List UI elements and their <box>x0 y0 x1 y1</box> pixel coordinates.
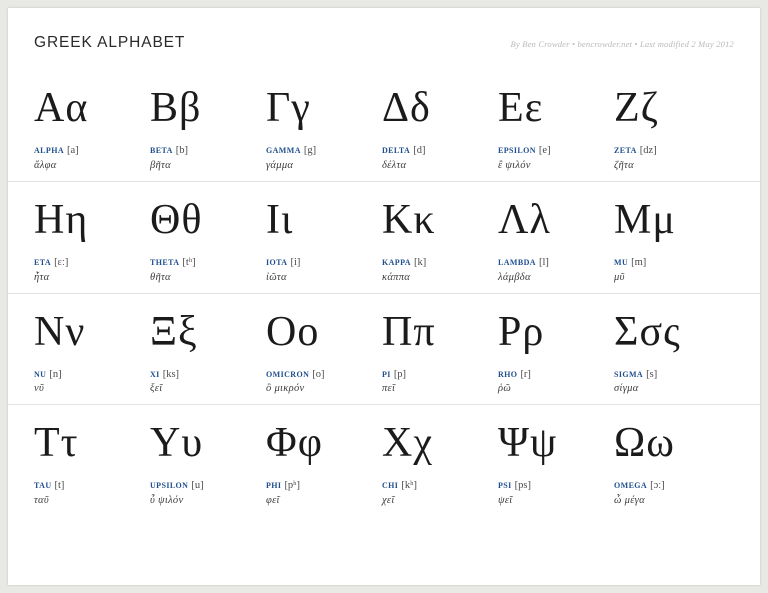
letter-greek-name: λάμβδα <box>498 271 531 283</box>
letter-ipa: [ks] <box>162 368 180 380</box>
letter-name: tau <box>34 479 52 492</box>
letter-glyphs: Αα <box>34 85 89 131</box>
letter-greek-name: φεῖ <box>266 495 280 507</box>
letter-greek-name: χεῖ <box>382 495 395 507</box>
letter-ipa: [r] <box>520 368 531 380</box>
letter-row <box>8 70 760 181</box>
letter-name-row <box>34 144 124 158</box>
letter-cell-zeta <box>588 84 704 171</box>
letter-greek-name: κάππα <box>382 271 411 283</box>
letter-ipa: [p] <box>393 368 407 380</box>
letter-glyphs: Ιι <box>266 196 294 243</box>
letter-cell-lambda <box>472 196 588 283</box>
letter-cell-eta <box>8 196 124 283</box>
letter-name-row <box>266 144 356 158</box>
letter-glyphs: Κκ <box>382 196 436 243</box>
letter-name-row <box>614 144 704 158</box>
letter-name: xi <box>150 367 160 380</box>
letter-name-row <box>382 368 472 382</box>
letter-name-row <box>266 368 356 382</box>
letter-row <box>8 181 760 293</box>
letter-cell-rho <box>472 308 588 395</box>
letter-cell-upsilon <box>124 419 240 506</box>
letter-name-row <box>150 479 240 493</box>
letter-ipa: [εː] <box>54 256 69 268</box>
letter-name: delta <box>382 144 411 156</box>
letter-greek-name: δέλτα <box>382 159 407 171</box>
letter-greek-name: γάμμα <box>266 159 294 171</box>
letter-glyphs: Ππ <box>382 308 436 355</box>
letter-name-row <box>498 144 588 158</box>
letter-cell-theta <box>124 196 240 283</box>
letter-cell-xi <box>124 308 240 395</box>
credit-line: By Ben Crowder • bencrowder.net • Last modified 2 May 2012 <box>510 39 734 49</box>
letter-greek-name: σίγμα <box>614 383 639 395</box>
letter-ipa: [ps] <box>514 480 531 492</box>
letter-name: beta <box>150 144 173 156</box>
letter-glyphs: Ρρ <box>498 308 545 355</box>
letter-glyphs: Ζζ <box>614 85 660 131</box>
letter-ipa: [tʰ] <box>182 256 196 268</box>
letter-greek-name: θῆτα <box>150 271 171 283</box>
letter-glyphs: Νν <box>34 308 86 355</box>
letter-name: eta <box>34 255 52 268</box>
letter-name: pi <box>382 367 391 380</box>
letter-greek-name: ψεῖ <box>498 495 513 507</box>
letter-ipa: [dz] <box>639 145 657 156</box>
letter-name: kappa <box>382 255 411 268</box>
letter-name: upsilon <box>150 479 189 492</box>
letter-ipa: [o] <box>312 368 325 380</box>
letter-greek-name: ξεῖ <box>150 383 163 395</box>
letter-glyphs: Θθ <box>150 196 203 243</box>
letter-name: alpha <box>34 144 64 156</box>
letter-name-row <box>498 479 588 493</box>
letter-name: sigma <box>614 367 644 380</box>
letter-cell-phi <box>240 419 356 506</box>
letter-glyphs: Χχ <box>382 420 433 467</box>
letter-row <box>8 293 760 405</box>
letter-glyphs: Εε <box>498 85 544 131</box>
letter-name-row <box>614 256 704 270</box>
letter-cell-chi <box>356 419 472 506</box>
letter-glyphs: Μμ <box>614 196 676 243</box>
letter-name-row <box>34 479 124 493</box>
letter-cell-delta <box>356 84 472 171</box>
letter-name-row <box>614 479 704 493</box>
letter-ipa: [d] <box>413 145 426 156</box>
letter-cell-iota <box>240 196 356 283</box>
letter-name: epsilon <box>498 144 536 156</box>
letter-greek-name: πεῖ <box>382 383 396 395</box>
letter-cell-beta <box>124 84 240 171</box>
page-title: GREEK ALPHABET <box>34 34 186 51</box>
letter-ipa: [t] <box>54 480 65 492</box>
letter-greek-name: ὃ μικρόν <box>266 383 305 395</box>
letter-greek-name: μῦ <box>614 271 625 283</box>
letter-cell-tau <box>8 419 124 506</box>
letter-cell-epsilon <box>472 84 588 171</box>
letter-ipa: [u] <box>191 480 204 492</box>
letter-name: rho <box>498 367 518 380</box>
letter-cell-omega <box>588 419 704 506</box>
letter-glyphs: Υυ <box>150 420 204 467</box>
letter-glyphs: Σσς <box>614 308 681 355</box>
letter-name: zeta <box>614 144 637 156</box>
letter-name: gamma <box>266 144 301 156</box>
letter-glyphs: Γγ <box>266 85 311 131</box>
letter-ipa: [k] <box>413 256 427 268</box>
letter-name: psi <box>498 479 512 492</box>
letter-glyphs: Δδ <box>382 85 431 131</box>
letter-greek-name: ζῆτα <box>614 159 634 171</box>
letter-name: omega <box>614 479 648 492</box>
letter-name-row <box>150 256 240 270</box>
letter-greek-name: ὖ ψιλόν <box>150 495 184 507</box>
letter-name: mu <box>614 255 629 268</box>
letter-ipa: [s] <box>646 368 658 380</box>
letter-name: iota <box>266 255 288 268</box>
letter-ipa: [pʰ] <box>284 480 301 492</box>
letter-glyphs: Οο <box>266 308 320 355</box>
letter-name-row <box>382 144 472 158</box>
letter-cell-omicron <box>240 308 356 395</box>
letter-cell-sigma <box>588 308 704 395</box>
letter-cell-nu <box>8 308 124 395</box>
letter-ipa: [ɔː] <box>650 480 665 492</box>
letter-name-row <box>150 144 240 158</box>
letter-glyphs: Ττ <box>34 420 79 467</box>
letter-name-row <box>498 256 588 270</box>
letter-ipa: [b] <box>175 145 189 156</box>
letter-name: theta <box>150 255 180 268</box>
letter-glyphs: Φφ <box>266 420 323 467</box>
letter-name-row <box>382 479 472 493</box>
letter-glyphs: Λλ <box>498 196 551 243</box>
letter-ipa: [kʰ] <box>401 480 417 492</box>
letter-greek-name: ὦ μέγα <box>614 495 645 507</box>
alphabet-grid <box>8 70 760 516</box>
letter-cell-gamma <box>240 84 356 171</box>
letter-glyphs: Ωω <box>614 420 675 467</box>
letter-name: chi <box>382 479 399 492</box>
letter-name: phi <box>266 479 282 492</box>
letter-name-row <box>498 368 588 382</box>
letter-name-row <box>266 256 356 270</box>
letter-name-row <box>614 368 704 382</box>
letter-greek-name: ταῦ <box>34 495 49 507</box>
letter-glyphs: Ψψ <box>498 420 558 467</box>
letter-name-row <box>266 479 356 493</box>
poster-page <box>8 8 760 585</box>
letter-cell-alpha <box>8 84 124 171</box>
letter-greek-name: νῦ <box>34 383 45 395</box>
letter-cell-kappa <box>356 196 472 283</box>
letter-cell-psi <box>472 419 588 506</box>
page-header <box>8 8 760 52</box>
letter-ipa: [m] <box>631 256 647 268</box>
letter-name-row <box>34 368 124 382</box>
letter-ipa: [e] <box>538 145 551 156</box>
letter-ipa: [a] <box>67 145 79 156</box>
letter-glyphs: Ββ <box>150 85 202 131</box>
letter-greek-name: ἒ ψιλόν <box>498 159 531 171</box>
letter-greek-name: βῆτα <box>150 159 171 171</box>
letter-ipa: [g] <box>303 145 317 156</box>
letter-name-row <box>382 256 472 270</box>
letter-name: nu <box>34 367 47 380</box>
letter-name: omicron <box>266 367 310 380</box>
letter-row <box>8 404 760 516</box>
letter-ipa: [i] <box>290 256 301 268</box>
letter-glyphs: Ξξ <box>150 308 198 355</box>
letter-greek-name: ῥῶ <box>498 383 512 395</box>
letter-cell-mu <box>588 196 704 283</box>
letter-ipa: [n] <box>49 368 62 380</box>
letter-greek-name: ἄλφα <box>34 159 57 171</box>
letter-glyphs: Ηη <box>34 196 89 243</box>
letter-cell-pi <box>356 308 472 395</box>
letter-greek-name: ἦτα <box>34 271 50 283</box>
letter-name-row <box>34 256 124 270</box>
letter-name: lambda <box>498 255 536 268</box>
letter-name-row <box>150 368 240 382</box>
letter-greek-name: ἰῶτα <box>266 271 287 283</box>
letter-ipa: [l] <box>538 256 549 268</box>
